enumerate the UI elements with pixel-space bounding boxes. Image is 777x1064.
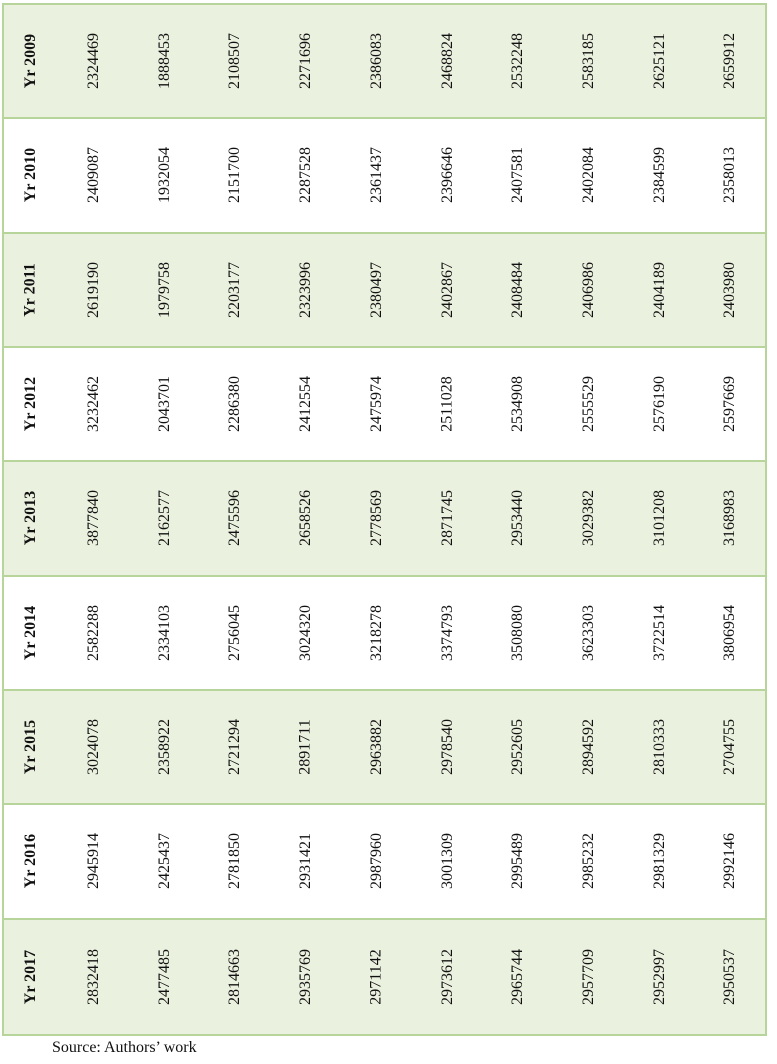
table-cell	[276, 348, 336, 460]
cell-value: 3374793	[438, 604, 456, 661]
table-cell	[347, 234, 407, 346]
table-cell	[630, 234, 690, 346]
table-cell	[418, 119, 478, 231]
cell-value: 2162577	[155, 490, 173, 547]
table-cell	[418, 234, 478, 346]
table-cell	[700, 5, 760, 117]
cell-value: 2324469	[85, 33, 102, 90]
cell-value: 3508080	[509, 604, 527, 661]
cell-value: 2891711	[297, 719, 315, 775]
table-cell	[276, 462, 336, 574]
cell-value: 2963882	[367, 719, 385, 776]
table-cell	[630, 348, 690, 460]
cell-value: 2832418	[85, 948, 102, 1005]
cell-value: 2287528	[297, 147, 315, 204]
cell-value: 2973612	[438, 948, 456, 1005]
table-cell	[205, 348, 265, 460]
table-cell	[276, 577, 336, 689]
table-cell	[418, 5, 478, 117]
row-header-label: Yr 2009	[22, 33, 39, 89]
cell-value: 3806954	[721, 604, 739, 661]
table-cell	[418, 348, 478, 460]
cell-value: 2534908	[509, 376, 527, 433]
table-cell	[135, 234, 195, 346]
table-cell	[630, 119, 690, 231]
table-row	[4, 462, 765, 576]
cell-value: 3024078	[85, 719, 102, 776]
cell-value: 2658526	[297, 490, 315, 547]
cell-value: 2409087	[85, 147, 102, 204]
table-cell	[700, 462, 760, 574]
table-cell	[347, 462, 407, 574]
cell-value: 2582288	[85, 604, 102, 661]
cell-value: 2721294	[226, 719, 244, 776]
data-table	[2, 3, 767, 1036]
table-row	[4, 920, 765, 1034]
cell-value: 2781850	[226, 833, 244, 890]
table-cell	[276, 119, 336, 231]
table-cell	[135, 119, 195, 231]
cell-value: 3722514	[650, 604, 668, 661]
table-cell	[630, 691, 690, 803]
table-row	[4, 5, 765, 119]
cell-value: 2286380	[226, 376, 244, 433]
table-cell	[559, 691, 619, 803]
row-header	[4, 348, 58, 460]
cell-value: 2406986	[579, 261, 597, 318]
table-cell	[630, 5, 690, 117]
table-row	[4, 119, 765, 233]
cell-value: 2203177	[226, 261, 244, 318]
table-row	[4, 691, 765, 805]
row-header	[4, 577, 58, 689]
cell-value: 2985232	[579, 833, 597, 890]
table-cell	[347, 348, 407, 460]
table-cell	[630, 462, 690, 574]
cell-value: 2945914	[85, 833, 102, 890]
cell-value: 2995489	[509, 833, 527, 890]
table-cell	[64, 119, 124, 231]
table-cell	[135, 348, 195, 460]
cell-value: 2952605	[509, 719, 527, 776]
cell-value: 3218278	[367, 604, 385, 661]
cell-value: 2625121	[650, 33, 668, 90]
table-cell	[135, 691, 195, 803]
row-header-label: Yr 2015	[22, 719, 39, 775]
table-cell	[276, 234, 336, 346]
table-cell	[347, 119, 407, 231]
table-cell	[205, 577, 265, 689]
table-cell	[488, 691, 548, 803]
cell-value: 2952997	[650, 948, 668, 1005]
cell-value: 2380497	[367, 261, 385, 318]
table-cell	[276, 5, 336, 117]
table-cell	[700, 234, 760, 346]
row-header-label: Yr 2011	[21, 263, 39, 317]
cell-value: 3024320	[297, 604, 315, 661]
table-cell	[418, 577, 478, 689]
cell-value: 2408484	[509, 261, 527, 318]
cell-value: 1932054	[155, 147, 173, 204]
table-cell	[135, 5, 195, 117]
table-cell	[64, 5, 124, 117]
cell-value: 2987960	[367, 833, 385, 890]
cell-value: 2403980	[721, 261, 739, 318]
cell-value: 2477485	[155, 948, 173, 1005]
cell-value: 2412554	[297, 376, 315, 433]
table-cell	[347, 5, 407, 117]
table-cell	[347, 577, 407, 689]
table-cell	[135, 577, 195, 689]
cell-value: 2756045	[226, 604, 244, 661]
table-cell	[276, 920, 336, 1034]
table-cell	[64, 234, 124, 346]
cell-value: 2386083	[367, 33, 385, 90]
cell-value: 2597669	[721, 376, 739, 433]
cell-value: 2396646	[438, 147, 456, 204]
table-cell	[205, 805, 265, 917]
table-cell	[559, 119, 619, 231]
table-cell	[64, 920, 124, 1034]
table-cell	[488, 577, 548, 689]
cell-value: 3232462	[85, 376, 102, 433]
cell-value: 2950537	[721, 948, 739, 1005]
table-cell	[630, 577, 690, 689]
table-cell	[135, 462, 195, 574]
table-row	[4, 348, 765, 462]
table-cell	[205, 691, 265, 803]
cell-value: 2468824	[438, 33, 456, 90]
cell-value: 2361437	[367, 147, 385, 204]
table-cell	[64, 462, 124, 574]
table-cell	[418, 805, 478, 917]
cell-value: 2971142	[367, 949, 385, 1005]
row-header	[4, 462, 58, 574]
table-cell	[488, 119, 548, 231]
cell-value: 2358922	[155, 719, 173, 776]
cell-value: 2981329	[650, 833, 668, 890]
cell-value: 2384599	[650, 147, 668, 204]
row-header	[4, 119, 58, 231]
table-cell	[64, 805, 124, 917]
table-cell	[135, 920, 195, 1034]
cell-value: 2151700	[226, 147, 244, 204]
table-cell	[700, 691, 760, 803]
table-cell	[700, 348, 760, 460]
cell-value: 2576190	[650, 376, 668, 433]
row-header-label: Yr 2010	[22, 148, 39, 203]
table-cell	[347, 691, 407, 803]
table-cell	[418, 691, 478, 803]
cell-value: 2271696	[297, 33, 315, 90]
table-cell	[488, 462, 548, 574]
table-row	[4, 234, 765, 348]
cell-value: 2965744	[509, 948, 527, 1005]
table-cell	[488, 920, 548, 1034]
cell-value: 2475596	[226, 490, 244, 547]
table-row	[4, 577, 765, 691]
table-cell	[64, 577, 124, 689]
table-cell	[559, 348, 619, 460]
cell-value: 1888453	[155, 33, 173, 90]
table-cell	[559, 920, 619, 1034]
cell-value: 2810333	[650, 719, 668, 776]
table-cell	[205, 5, 265, 117]
table-cell	[205, 462, 265, 574]
cell-value: 2402867	[438, 261, 456, 318]
cell-value: 3001309	[438, 833, 456, 890]
row-header-label: Yr 2017	[22, 949, 39, 1004]
table-cell	[700, 119, 760, 231]
table-cell	[418, 920, 478, 1034]
cell-value: 2532248	[509, 33, 527, 90]
cell-value: 3168983	[721, 490, 739, 547]
table-cell	[630, 920, 690, 1034]
cell-value: 2778569	[367, 490, 385, 547]
cell-value: 2659912	[721, 33, 739, 90]
row-header	[4, 805, 58, 917]
cell-value: 2957709	[579, 948, 597, 1005]
table-row	[4, 805, 765, 919]
table-cell	[559, 5, 619, 117]
cell-value: 3029382	[579, 490, 597, 547]
cell-value: 2402084	[579, 147, 597, 204]
cell-value: 2511028	[438, 376, 456, 432]
cell-value: 2334103	[155, 604, 173, 661]
table-cell	[135, 805, 195, 917]
table-cell	[276, 691, 336, 803]
table-cell	[205, 119, 265, 231]
cell-value: 2108507	[226, 33, 244, 90]
row-header-label: Yr 2016	[22, 834, 39, 889]
cell-value: 2583185	[579, 33, 597, 90]
cell-value: 1979758	[155, 261, 173, 318]
table-cell	[559, 462, 619, 574]
cell-value: 2404189	[650, 261, 668, 318]
table-cell	[488, 348, 548, 460]
table-cell	[559, 805, 619, 917]
row-header	[4, 920, 58, 1034]
cell-value: 2935769	[297, 948, 315, 1005]
table-cell	[347, 920, 407, 1034]
cell-value: 2475974	[367, 376, 385, 433]
cell-value: 2704755	[721, 719, 739, 776]
row-header-label: Yr 2014	[22, 605, 39, 660]
table-cell	[205, 920, 265, 1034]
cell-value: 2814663	[226, 948, 244, 1005]
cell-value: 2407581	[509, 147, 527, 204]
table-cell	[700, 805, 760, 917]
cell-value: 2358013	[721, 147, 739, 204]
cell-value: 3623303	[579, 604, 597, 661]
cell-value: 2425437	[155, 833, 173, 890]
cell-value: 2871745	[438, 490, 456, 547]
cell-value: 3101208	[650, 490, 668, 547]
cell-value: 2978540	[438, 719, 456, 776]
row-header-label: Yr 2013	[22, 491, 39, 546]
table-cell	[205, 234, 265, 346]
table-cell	[488, 5, 548, 117]
table-cell	[64, 691, 124, 803]
row-header	[4, 691, 58, 803]
row-header-label: Yr 2012	[22, 376, 39, 432]
cell-value: 2953440	[509, 490, 527, 547]
source-caption: Source: Authors’ work	[52, 1039, 197, 1056]
cell-value: 2894592	[579, 719, 597, 776]
table-cell	[347, 805, 407, 917]
table-cell	[559, 577, 619, 689]
row-header	[4, 5, 58, 117]
table-cell	[276, 805, 336, 917]
cell-value: 2043701	[155, 376, 173, 433]
table-cell	[559, 234, 619, 346]
table-cell	[488, 234, 548, 346]
table-cell	[700, 920, 760, 1034]
row-header	[4, 234, 58, 346]
table-cell	[488, 805, 548, 917]
cell-value: 3877840	[85, 490, 102, 547]
table-cell	[630, 805, 690, 917]
cell-value: 2619190	[85, 261, 102, 318]
table-cell	[64, 348, 124, 460]
table-cell	[700, 577, 760, 689]
cell-value: 2992146	[721, 833, 739, 890]
cell-value: 2555529	[579, 376, 597, 433]
cell-value: 2323996	[297, 261, 315, 318]
table-cell	[418, 462, 478, 574]
cell-value: 2931421	[297, 833, 315, 890]
